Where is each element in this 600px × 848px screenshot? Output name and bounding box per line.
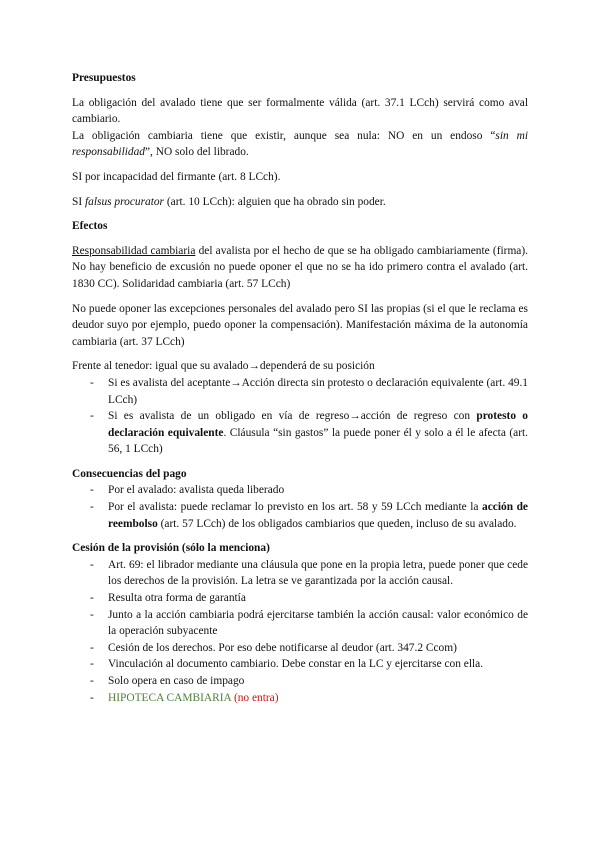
text-run: SI bbox=[72, 195, 85, 208]
list-item bbox=[72, 690, 528, 707]
list-item: - Vinculación al documento cambiario. Debe constar en la LC y ejercitarse con ella. bbox=[72, 656, 528, 673]
list-item bbox=[72, 499, 528, 532]
red-run: (no entra) bbox=[231, 691, 279, 704]
list-item bbox=[72, 408, 528, 458]
text-run: Por el avalista: puede reclamar lo previsto en los art. 58 y 59 LCch mediante la bbox=[108, 501, 483, 514]
list-item: - Solo opera en caso de impago bbox=[72, 673, 528, 690]
heading-efectos: Efectos bbox=[72, 220, 108, 233]
text-run: (art. 10 LCch): alguien que ha obrado sin poder. bbox=[164, 195, 386, 208]
paragraph-obligacion-cambiaria bbox=[72, 128, 528, 161]
list-efectos bbox=[72, 375, 528, 458]
bold-run: acción de reembolso bbox=[108, 501, 528, 530]
bold-run: protesto o declaración equivalente bbox=[108, 410, 528, 439]
text-run: del avalista por el hecho de que se ha obligado cambiariamente (firma). No hay beneficio de excusión no puede oponer el que no se ha ido primero contra el avalado (art. 1830 CC). Solidaridad cambiaria (art. 57 LCch) bbox=[72, 244, 528, 290]
paragraph-obligacion-avalado: La obligación del avalado tiene que ser formalmente válida (art. 37.1 LCch) servirá como aval cambiario. bbox=[72, 96, 528, 126]
list-item: - Junto a la acción cambiaria podrá ejercitarse también la acción causal: valor económico de la operación subyacente bbox=[72, 607, 528, 640]
list-item: - Si es avalista del aceptante→Acción directa sin protesto o declaración equivalente (art. 49.1 LCch) bbox=[72, 375, 528, 408]
paragraph-frente-tenedor: Frente al tenedor: igual que su avalado→dependerá de su posición bbox=[72, 360, 375, 373]
underlined-run: Responsabilidad cambiaria bbox=[72, 244, 196, 257]
paragraph-excepciones: No puede oponer las excepciones personales del avalado pero SI las propias (si el que le reclama es deudor suyo por ejemplo, puedo oponer la compensación). Manifestación máxima de la autonomía cambiaria (art. 37 LCch) bbox=[72, 302, 528, 348]
green-run: HIPOTECA CAMBIARIA bbox=[108, 691, 232, 704]
heading-presupuestos: Presupuestos bbox=[72, 72, 136, 84]
heading-cesion: Cesión de la provisión (sólo la menciona) bbox=[72, 542, 270, 555]
paragraph-incapacidad: SI por incapacidad del firmante (art. 8 LCch). bbox=[72, 170, 281, 183]
text-run: ”, NO solo del librado. bbox=[145, 146, 249, 159]
list-item: - Cesión de los derechos. Por eso debe notificarse al deudor (art. 347.2 Ccom) bbox=[72, 640, 528, 657]
text-run: (art. 57 LCch) de los obligados cambiarios que queden, incluso de su avalado. bbox=[157, 517, 517, 530]
list-item: - Por el avalado: avalista queda liberado bbox=[72, 482, 528, 499]
list-consecuencias bbox=[72, 482, 528, 532]
list-item: - Resulta otra forma de garantía bbox=[72, 590, 528, 607]
text-run: La obligación cambiaria tiene que existir, aunque sea nula: NO en un endoso “ bbox=[72, 129, 496, 142]
list-item: - Art. 69: el librador mediante una cláusula que pone en la propia letra, puede poner que cede los derechos de la provisión. La letra se ve garantizada por la acción causal. bbox=[72, 557, 528, 590]
text-run: Si es avalista de un obligado en vía de regreso→acción de regreso con bbox=[108, 410, 477, 423]
paragraph-falsus-procurator bbox=[72, 194, 528, 211]
italic-run: sin mi responsabilidad bbox=[72, 129, 528, 159]
list-cesion bbox=[72, 557, 528, 706]
document-content bbox=[72, 70, 528, 706]
text-run: . Cláusula “sin gastos” la puede poner él y solo a él le afecta (art. 56, 1 LCch) bbox=[108, 426, 529, 456]
heading-consecuencias: Consecuencias del pago bbox=[72, 467, 187, 480]
paragraph-responsabilidad bbox=[72, 243, 528, 293]
italic-run: falsus procurator bbox=[84, 195, 164, 208]
